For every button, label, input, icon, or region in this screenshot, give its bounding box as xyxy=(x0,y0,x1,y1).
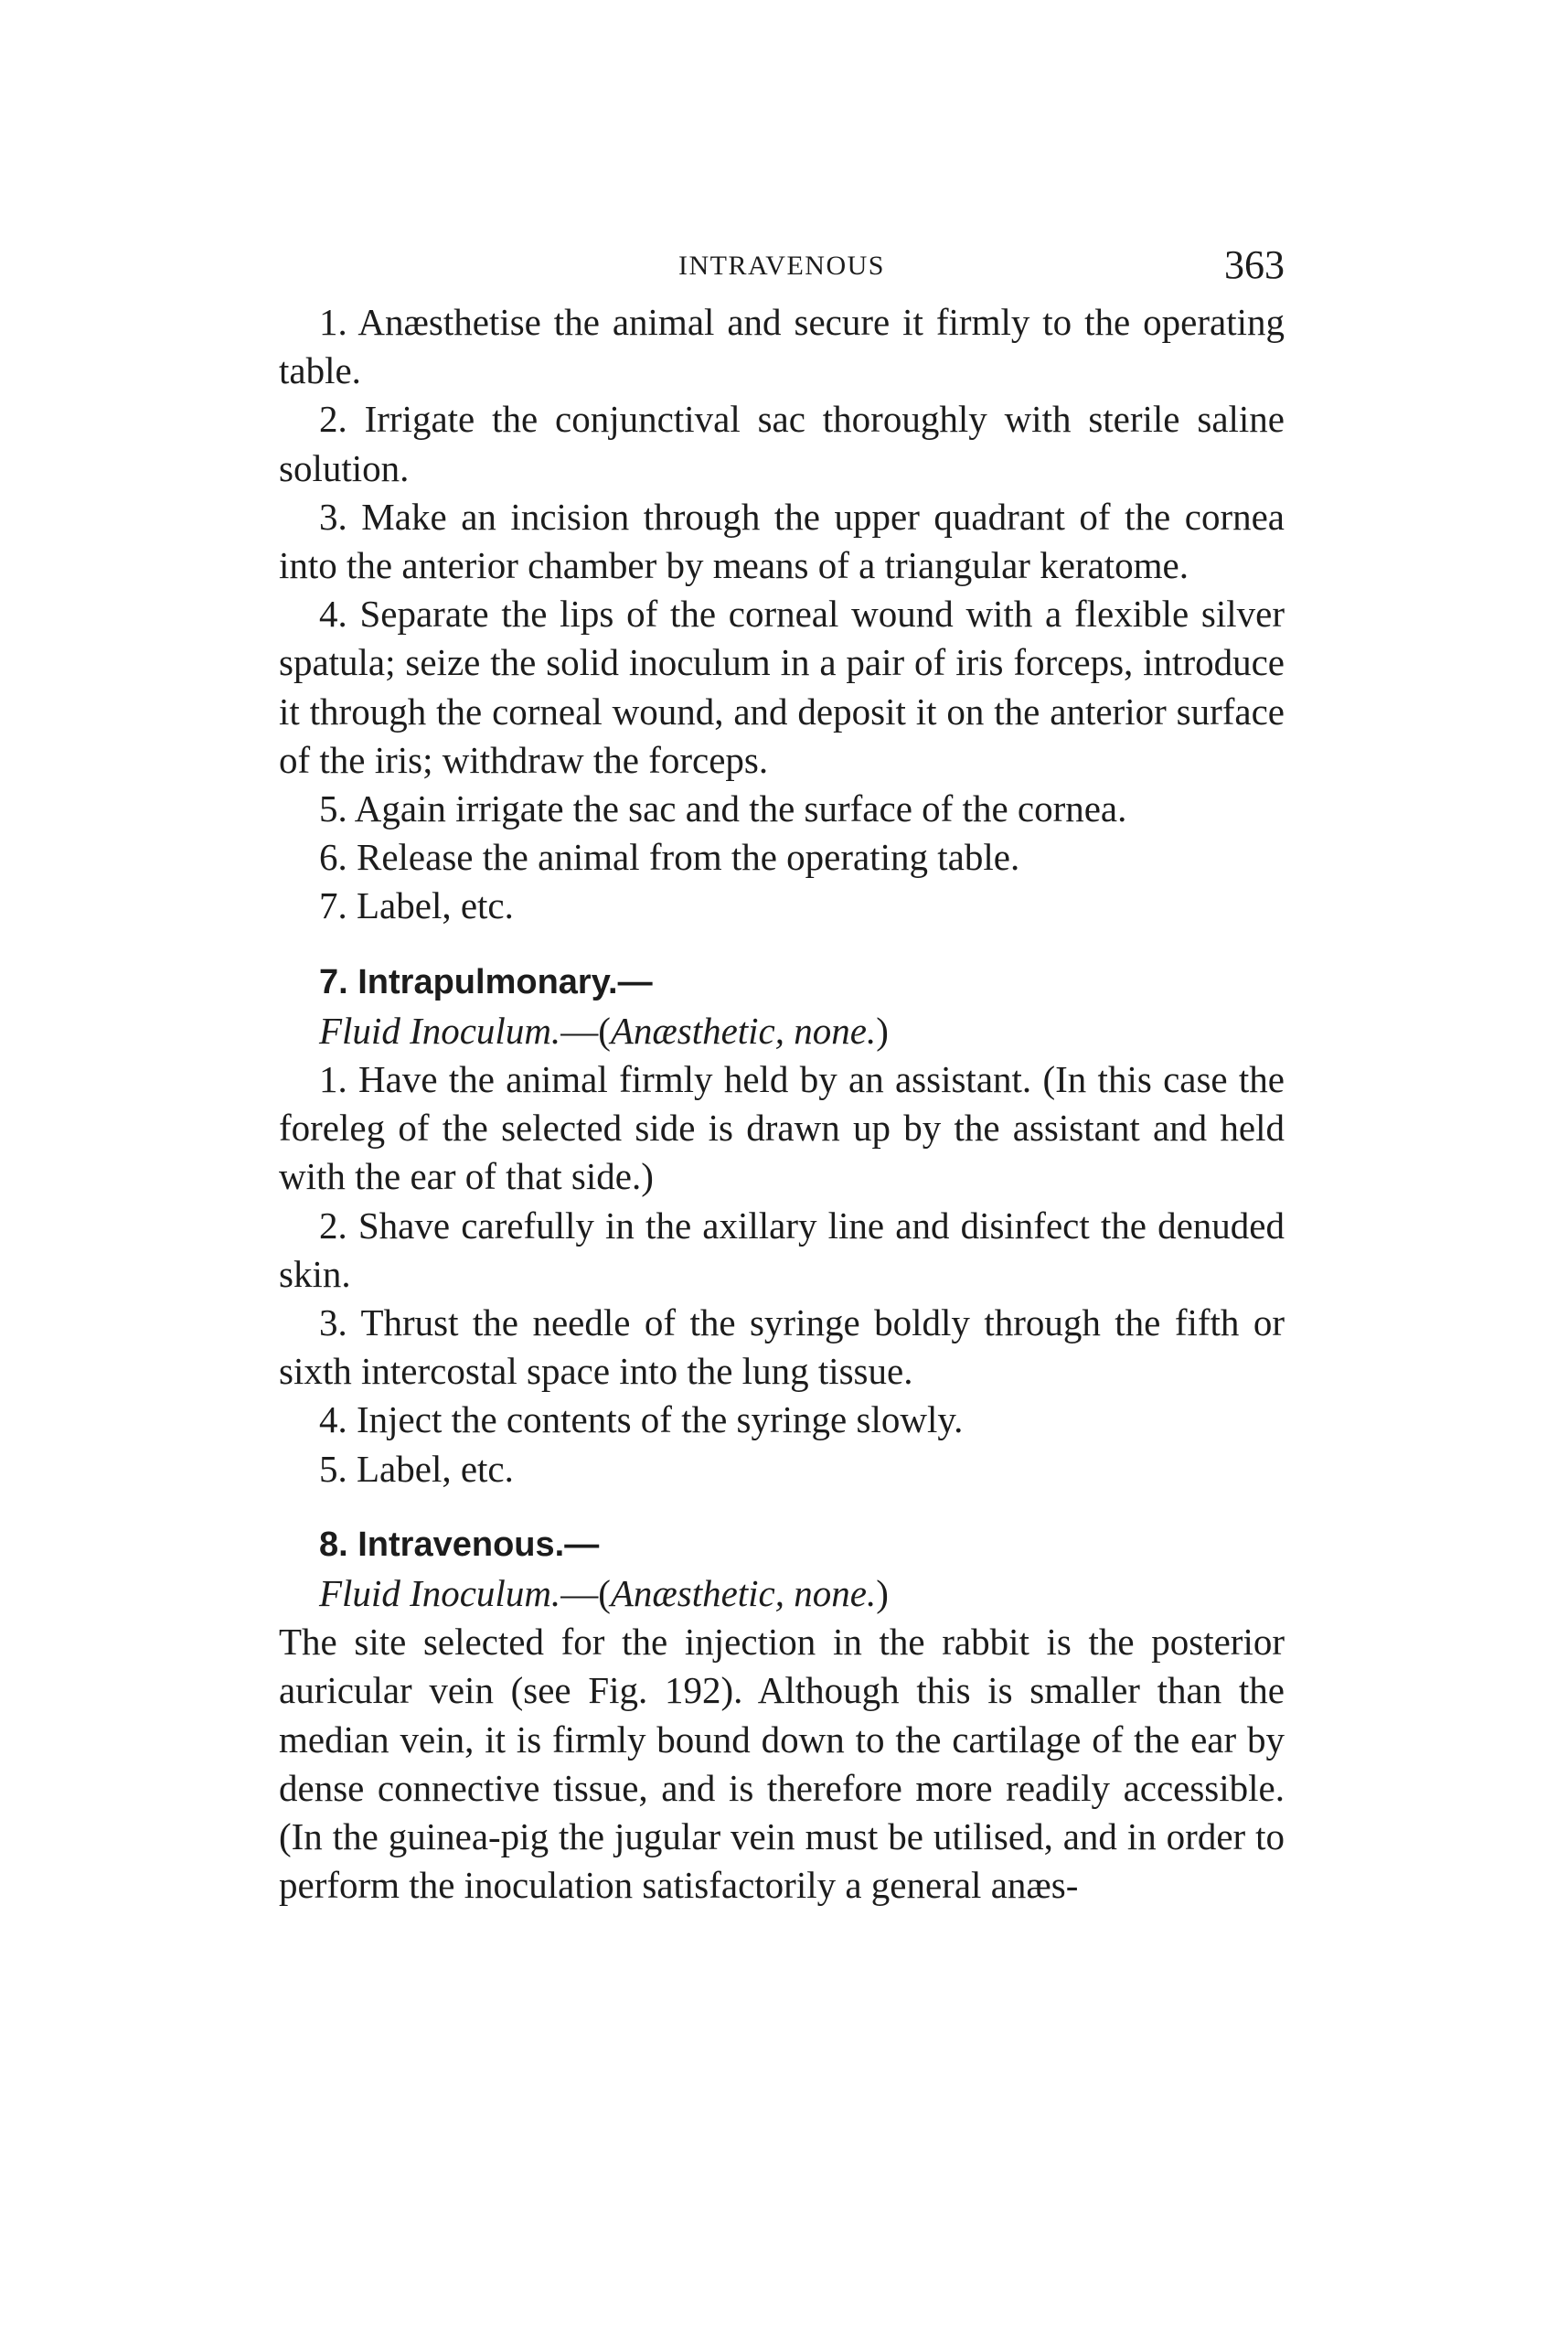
subheading-anaesthetic: Anæsthetic, none. xyxy=(610,1009,877,1052)
intrapulmonary-step-3: 3. Thrust the needle of the syringe boldly through the fifth or sixth intercostal space into the lung tissue. xyxy=(279,1301,1285,1393)
intraocular-step-3: 3. Make an incision through the upper quadrant of the cornea into the anterior chamber by means of a triangular keratome. xyxy=(279,495,1285,587)
running-title: INTRAVENOUS xyxy=(678,251,885,281)
subheading-anaesthetic: Anæsthetic, none. xyxy=(610,1572,877,1615)
intraocular-step-6: 6. Release the animal from the operating table. xyxy=(319,836,1020,879)
intrapulmonary-step-5: 5. Label, etc. xyxy=(319,1447,514,1490)
subheading-fluid-label: Fluid Inoculum. xyxy=(319,1009,561,1052)
subheading-fluid-label: Fluid Inoculum. xyxy=(319,1572,561,1615)
intraocular-step-2: 2. Irrigate the conjunctival sac thoroughly with sterile saline solution. xyxy=(279,398,1285,489)
intrapulmonary-step-2: 2. Shave carefully in the axillary line and disinfect the denuded skin. xyxy=(279,1204,1285,1295)
intrapulmonary-step-1: 1. Have the animal firmly held by an assistant. (In this case the foreleg of the selected side is drawn up by the assistant and held with the ear of that side.) xyxy=(279,1058,1285,1198)
section-heading-intrapulmonary: 7. Intrapulmonary.— xyxy=(319,962,653,1001)
book-page xyxy=(279,241,1285,1911)
intrapulmonary-step-4: 4. Inject the contents of the syringe slowly. xyxy=(319,1398,964,1441)
page-number: 363 xyxy=(1224,242,1285,287)
intraocular-step-1: 1. Anæsthetise the animal and secure it firmly to the operating table. xyxy=(279,301,1285,392)
intraocular-step-7: 7. Label, etc. xyxy=(319,884,514,927)
intravenous-paragraph: The site selected for the injection in the rabbit is the posterior auricular vein (see Fig. 192). Although this is smaller than the median vein, it is firmly bound down to the cartilage of the ear by dense connective tissue, and is therefore more readily accessible. (In the guinea-pig the jugular vein must be utilised, and in order to perform the inoculation satisfactorily a general anæs- xyxy=(279,1621,1285,1907)
intraocular-step-5: 5. Again irrigate the sac and the surface of the cornea. xyxy=(319,787,1127,830)
intraocular-step-4: 4. Separate the lips of the corneal wound with a flexible silver spatula; seize the solid inoculum in a pair of iris forceps, introduce it through the corneal wound, and deposit it on the anterior surface of the iris; withdraw the forceps. xyxy=(279,593,1285,781)
running-head xyxy=(279,241,1285,293)
subheading-close: ) xyxy=(876,1572,889,1615)
subheading-close: ) xyxy=(876,1009,889,1052)
subheading-dash: —( xyxy=(560,1572,611,1615)
subheading-dash: —( xyxy=(560,1009,611,1052)
section-heading-intravenous: 8. Intravenous.— xyxy=(319,1525,600,1564)
subheading-fluid-inoculum xyxy=(279,1007,1285,1055)
body-text xyxy=(279,298,1285,1911)
subheading-fluid-inoculum xyxy=(279,1569,1285,1618)
